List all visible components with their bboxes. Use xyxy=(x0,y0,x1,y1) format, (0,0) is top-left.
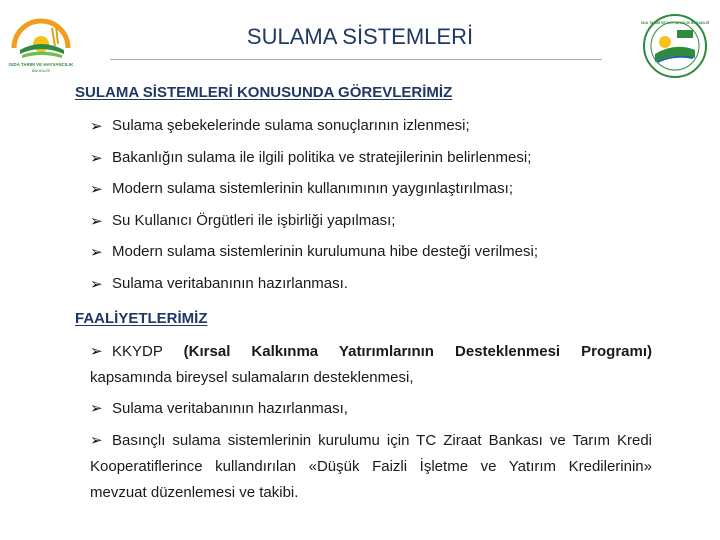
section-heading-duties: SULAMA SİSTEMLERİ KONUSUNDA GÖREVLERİMİZ xyxy=(75,84,453,101)
list-item xyxy=(90,243,650,275)
list-item-text: Modern sulama sistemlerinin kullanımının yaygınlaştırılması; xyxy=(112,180,513,197)
list-item xyxy=(90,149,650,181)
arrow-bullet-icon: ➢ xyxy=(90,118,103,135)
duties-list xyxy=(90,117,650,306)
list-item xyxy=(90,117,650,149)
page-title: SULAMA SİSTEMLERİ xyxy=(246,24,474,49)
arrow-bullet-icon: ➢ xyxy=(90,212,103,230)
activity-paragraph-database xyxy=(90,396,652,422)
svg-text:BAKANLIĞI: BAKANLIĞI xyxy=(31,69,51,73)
arrow-bullet-icon: ➢ xyxy=(90,244,103,261)
database-text: Sulama veritabanının hazırlanması, xyxy=(112,400,348,417)
svg-text:GIDA TARIM VE HAYVANCILIK: GIDA TARIM VE HAYVANCILIK xyxy=(8,62,74,67)
arrow-bullet-icon: ➢ xyxy=(90,343,103,360)
svg-text:GIDA TARIM VE HAYVANCILIK BAKA: GIDA TARIM VE HAYVANCILIK BAKANLIĞI xyxy=(641,21,709,25)
credit-text: Basınçlı sulama sistemlerinin kurulumu için TC Ziraat Bankası ve Tarım Kredi Kooperatiflerince kullandırılan «Düşük Faizli İşletme ve Yatırım Kredilerinin» mevzuat düzenlemesi ve takibi. xyxy=(90,432,652,501)
list-item-text: Su Kullanıcı Örgütleri ile işbirliği yapılması; xyxy=(112,211,396,229)
list-item xyxy=(90,275,650,307)
arrow-bullet-icon: ➢ xyxy=(90,432,103,449)
list-item-text: Sulama şebekelerinde sulama sonuçlarının izlenmesi; xyxy=(112,117,470,134)
list-item-text: Modern sulama sistemlerinin kurulumuna hibe desteği verilmesi; xyxy=(112,243,539,260)
kkydp-description: kapsamında bireysel sulamaların desteklenmesi, xyxy=(90,369,414,386)
list-item-text: Bakanlığın sulama ile ilgili politika ve stratejilerinin belirlenmesi; xyxy=(112,148,532,166)
list-item xyxy=(90,180,650,212)
kkydp-program-name: (Kırsal Kalkınma Yatırımlarının Desteklenmesi Programı) xyxy=(183,343,652,360)
arrow-bullet-icon: ➢ xyxy=(90,275,103,293)
arrow-bullet-icon: ➢ xyxy=(90,400,103,417)
section-heading-activities: FAALİYETLERİMİZ xyxy=(75,310,208,327)
activity-paragraph-credit xyxy=(90,428,652,506)
title-divider xyxy=(110,59,602,60)
kkydp-label: KKYDP xyxy=(112,343,163,360)
activity-paragraph-kkydp xyxy=(90,339,652,391)
list-item-text: Sulama veritabanının hazırlanması. xyxy=(112,274,348,292)
arrow-bullet-icon: ➢ xyxy=(90,149,103,167)
list-item xyxy=(90,212,650,244)
arrow-bullet-icon: ➢ xyxy=(90,181,103,198)
